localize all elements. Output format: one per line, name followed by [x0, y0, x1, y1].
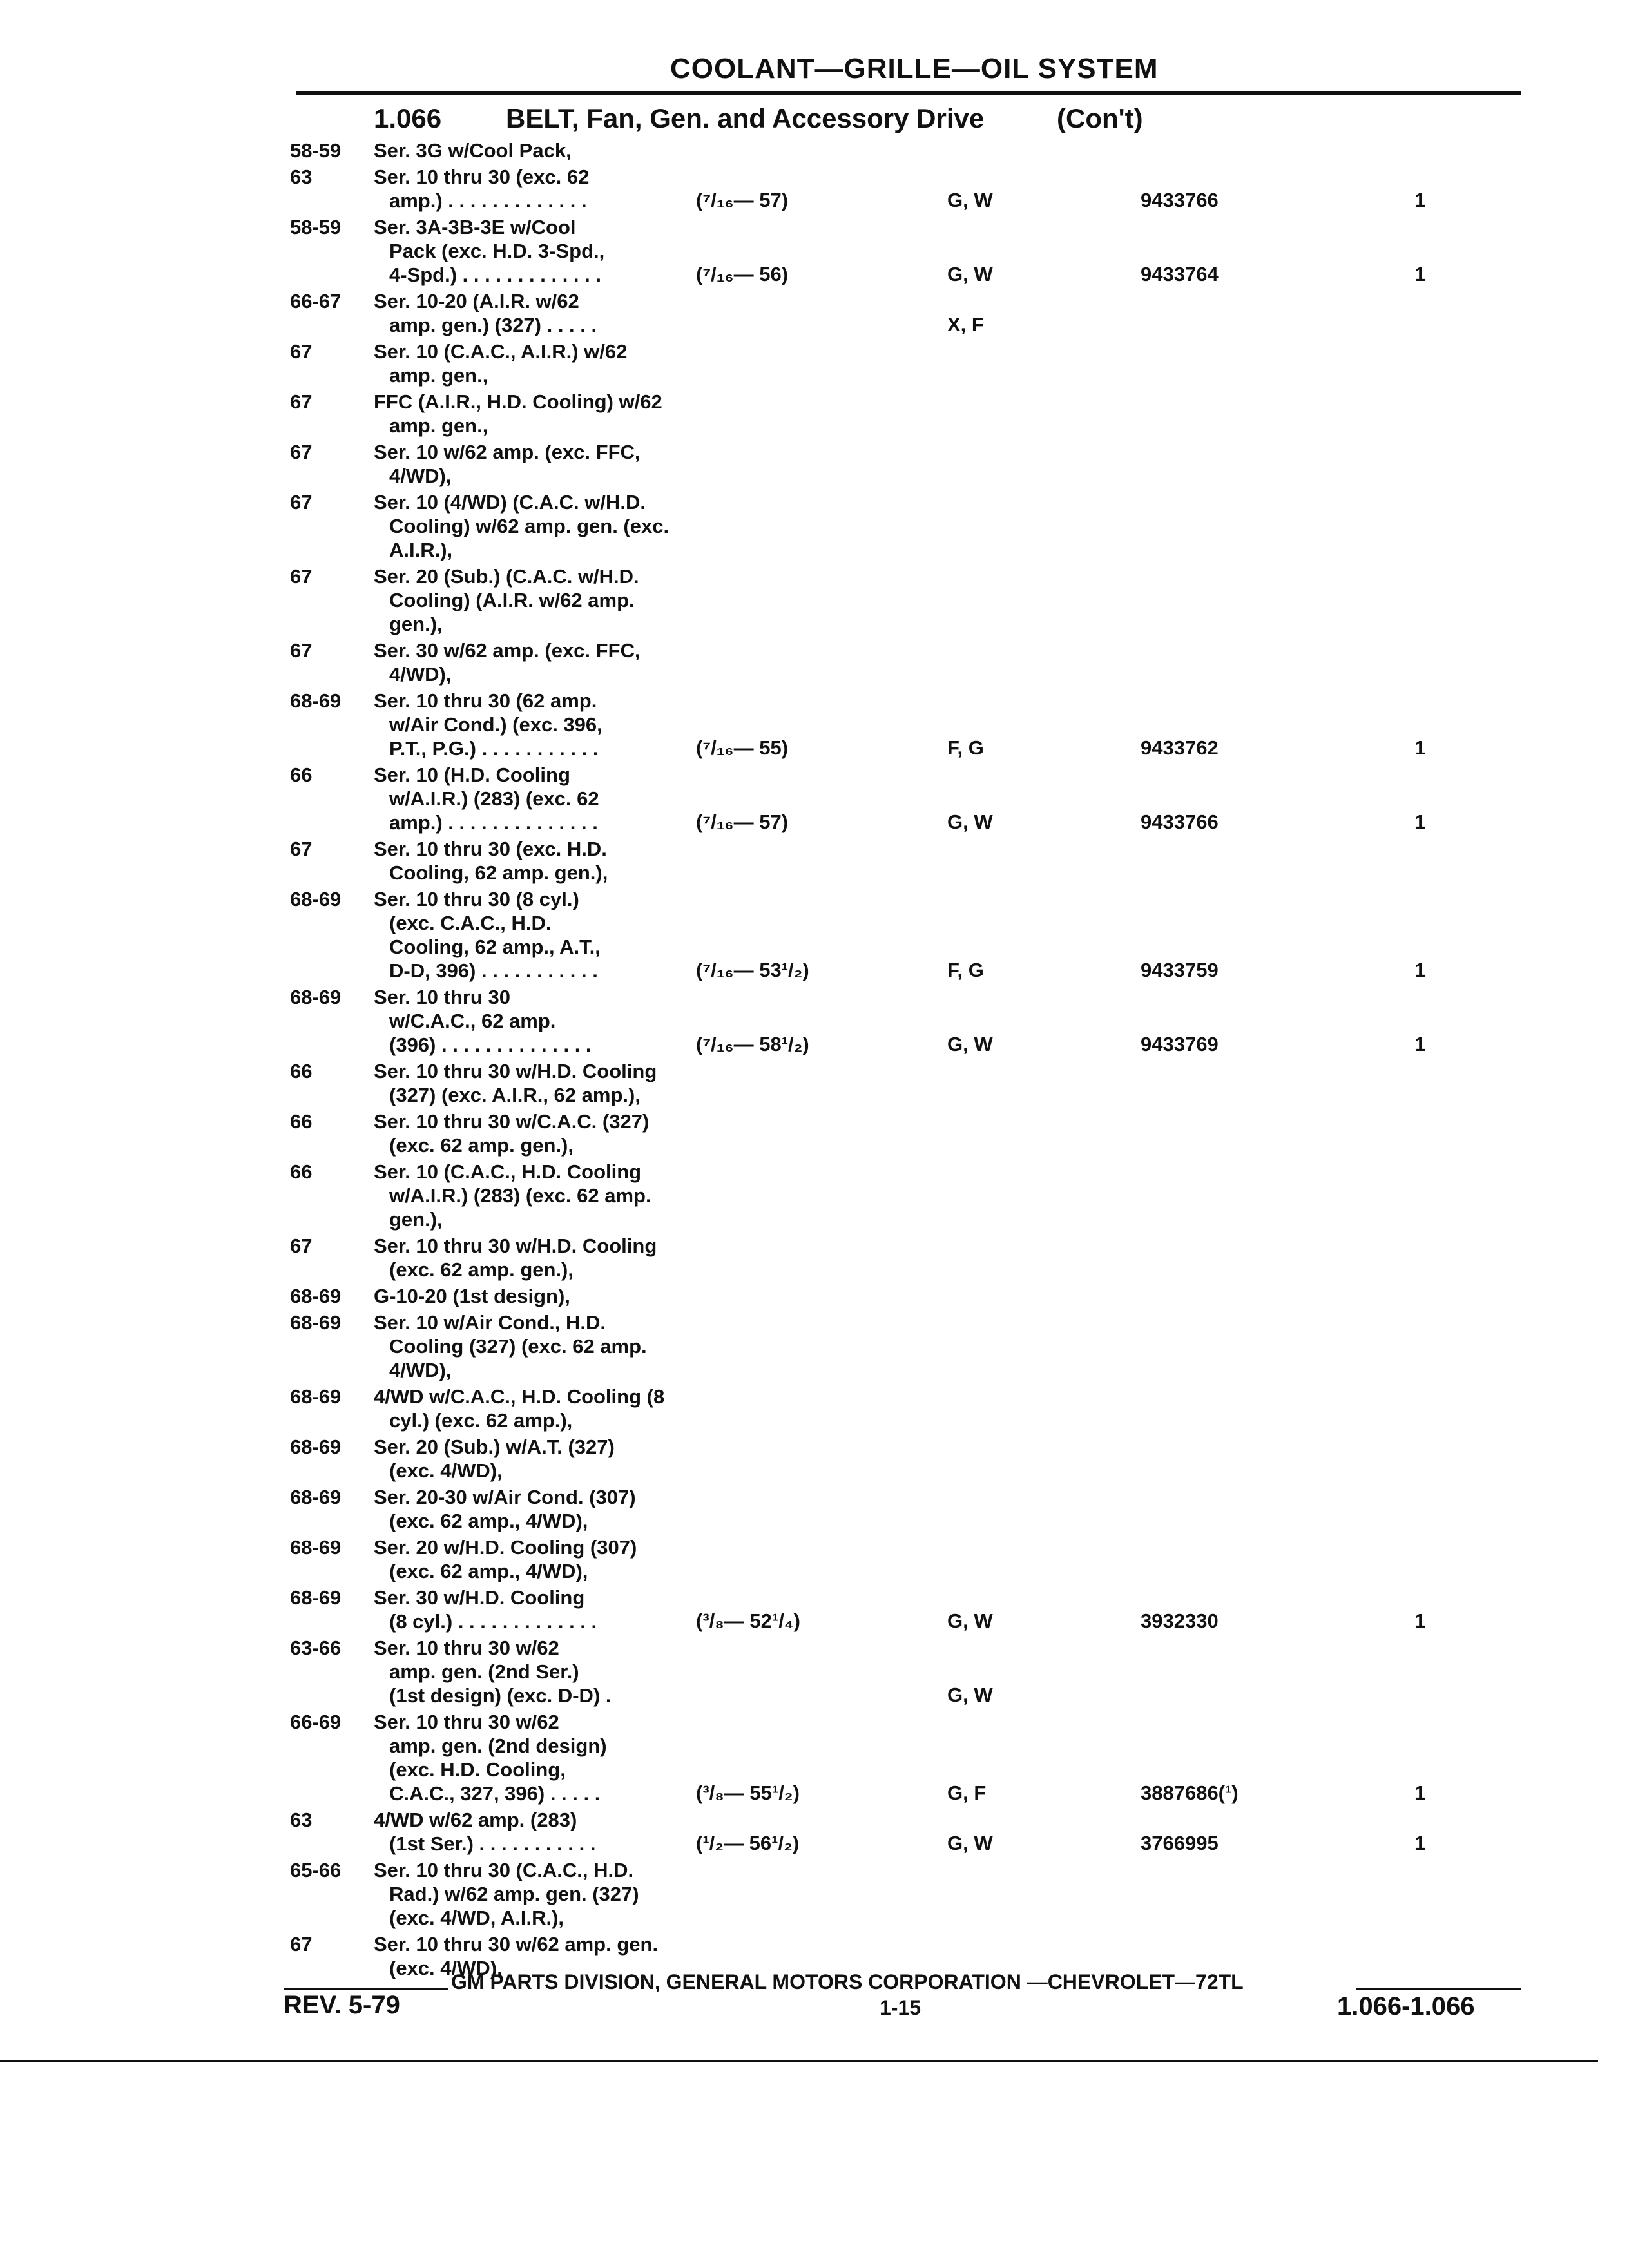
- parts-entry: [290, 837, 741, 885]
- entry-year: 68-69: [290, 1586, 342, 1609]
- entry-description: [374, 1385, 741, 1432]
- description-line: P.T., P.G.) . . . . . . . . . . .: [389, 737, 599, 760]
- description-line: G-10-20 (1st design),: [374, 1285, 570, 1307]
- parts-entry: [290, 1234, 741, 1282]
- entry-description: [374, 1808, 741, 1856]
- entry-description: [374, 639, 741, 686]
- parts-entry: [290, 1311, 741, 1382]
- entry-description: [374, 440, 741, 488]
- entry-year: 67: [290, 1235, 313, 1257]
- entry-description: [374, 1110, 741, 1157]
- parts-entry: [290, 564, 741, 636]
- entry-year: 68-69: [290, 1536, 342, 1559]
- entry-year: 67: [290, 639, 313, 662]
- description-line: Ser. 20-30 w/Air Cond. (307): [374, 1486, 636, 1508]
- description-line: 4/WD w/C.A.C., H.D. Cooling (8: [374, 1385, 665, 1408]
- description-line: C.A.C., 327, 396) . . . . .: [389, 1782, 601, 1805]
- parts-entry: [290, 1858, 741, 1930]
- section-continued: (Con't): [1057, 103, 1143, 133]
- entry-description: [374, 1858, 741, 1930]
- description-line: 4-Spd.) . . . . . . . . . . . . .: [389, 264, 601, 286]
- part-number: 9433766: [1141, 811, 1219, 833]
- parts-entry: [290, 490, 741, 562]
- description-line: Ser. 10 thru 30 w/H.D. Cooling: [374, 1235, 657, 1257]
- entry-year: 67: [290, 1933, 313, 1956]
- entry-description: [374, 165, 741, 213]
- description-line: Ser. 10 (C.A.C., A.I.R.) w/62: [374, 340, 628, 363]
- description-line: Ser. 10 thru 30 w/H.D. Cooling: [374, 1060, 657, 1082]
- part-number: 9433762: [1141, 736, 1219, 759]
- type-code: F, G: [947, 736, 984, 759]
- parts-entry: [290, 1586, 741, 1633]
- description-line: Ser. 10 thru 30 (C.A.C., H.D.: [374, 1859, 634, 1881]
- entry-year: 67: [290, 390, 313, 413]
- type-code: G, W: [947, 1610, 993, 1632]
- entry-description: [374, 837, 741, 885]
- belt-length: (³/₈— 55¹/₂): [696, 1782, 800, 1804]
- description-line: (396) . . . . . . . . . . . . . .: [389, 1033, 592, 1056]
- footer-revision: REV. 5-79: [284, 1991, 400, 2019]
- entry-year: 58-59: [290, 139, 342, 162]
- part-number: 3766995: [1141, 1832, 1219, 1854]
- description-line: Cooling) w/62 amp. gen. (exc.: [389, 515, 670, 537]
- entry-year: 66: [290, 1160, 313, 1183]
- part-number: 9433764: [1141, 263, 1219, 285]
- description-line: amp.) . . . . . . . . . . . . . .: [389, 811, 598, 834]
- description-line: Ser. 10 thru 30 (8 cyl.): [374, 888, 579, 910]
- type-code: G, W: [947, 263, 993, 285]
- entry-description: [374, 1284, 741, 1308]
- description-line: Ser. 10 thru 30 (62 amp.: [374, 689, 597, 712]
- type-code: G, F: [947, 1782, 987, 1804]
- entry-year: 68-69: [290, 888, 342, 910]
- description-line: (exc. 62 amp., 4/WD),: [389, 1560, 588, 1582]
- description-line: Cooling, 62 amp. gen.),: [389, 861, 608, 884]
- description-line: (exc. C.A.C., H.D.: [389, 912, 552, 934]
- description-line: Ser. 20 w/H.D. Cooling (307): [374, 1536, 637, 1559]
- parts-entry: [290, 1110, 741, 1157]
- entry-description: [374, 1435, 741, 1483]
- entry-year: 68-69: [290, 1385, 342, 1408]
- entry-description: [374, 1535, 741, 1583]
- parts-entry: [290, 689, 741, 760]
- footer-corporation: GM PARTS DIVISION, GENERAL MOTORS CORPORATION —CHEVROLET—72TL: [451, 1970, 1244, 1994]
- parts-entry: [290, 639, 741, 686]
- parts-entry: [290, 1485, 741, 1533]
- description-line: Ser. 20 (Sub.) (C.A.C. w/H.D.: [374, 565, 639, 588]
- entry-year: 68-69: [290, 1311, 342, 1334]
- type-code: G, W: [947, 1033, 993, 1055]
- description-line: amp. gen.,: [389, 364, 488, 387]
- type-code: G, W: [947, 1832, 993, 1854]
- quantity: 1: [1414, 189, 1426, 211]
- description-line: (exc. H.D. Cooling,: [389, 1758, 566, 1781]
- description-line: gen.),: [389, 1208, 443, 1231]
- parts-entry: [290, 390, 741, 437]
- quantity: 1: [1414, 1610, 1426, 1632]
- entry-year: 68-69: [290, 689, 342, 712]
- description-line: Cooling (327) (exc. 62 amp.: [389, 1335, 647, 1358]
- quantity: 1: [1414, 1782, 1426, 1804]
- description-line: amp. gen.) (327) . . . . .: [389, 314, 597, 336]
- part-number: 3932330: [1141, 1610, 1219, 1632]
- type-code: G, W: [947, 811, 993, 833]
- entry-description: [374, 1059, 741, 1107]
- belt-length: (⁷/₁₆— 53¹/₂): [696, 959, 809, 981]
- description-line: amp. gen. (2nd design): [389, 1735, 607, 1757]
- description-line: Ser. 10-20 (A.I.R. w/62: [374, 290, 579, 312]
- description-line: Ser. 20 (Sub.) w/A.T. (327): [374, 1436, 615, 1458]
- description-line: FFC (A.I.R., H.D. Cooling) w/62: [374, 390, 662, 413]
- entry-description: [374, 689, 741, 760]
- description-line: Ser. 10 (H.D. Cooling: [374, 764, 570, 786]
- footer-page-number: 1-15: [880, 1996, 921, 2019]
- belt-length: (⁷/₁₆— 57): [696, 811, 789, 833]
- belt-length: (¹/₂— 56¹/₂): [696, 1832, 800, 1854]
- description-line: A.I.R.),: [389, 539, 453, 561]
- description-line: (exc. 62 amp., 4/WD),: [389, 1510, 588, 1532]
- description-line: amp.) . . . . . . . . . . . . .: [389, 189, 587, 212]
- parts-entry: [290, 215, 741, 287]
- description-line: Cooling, 62 amp., A.T.,: [389, 936, 601, 958]
- section-title: BELT, Fan, Gen. and Accessory Drive: [506, 103, 985, 133]
- parts-entry: [290, 1059, 741, 1107]
- description-line: Ser. 10 (C.A.C., H.D. Cooling: [374, 1160, 642, 1183]
- quantity: 1: [1414, 263, 1426, 285]
- entry-year: 68-69: [290, 1436, 342, 1458]
- entry-year: 67: [290, 491, 313, 514]
- part-number: 9433769: [1141, 1033, 1219, 1055]
- entry-year: 63-66: [290, 1637, 342, 1659]
- quantity: 1: [1414, 811, 1426, 833]
- description-line: cyl.) (exc. 62 amp.),: [389, 1409, 573, 1432]
- parts-entry: [290, 139, 741, 162]
- description-line: (327) (exc. A.I.R., 62 amp.),: [389, 1084, 641, 1106]
- parts-entry: [290, 1535, 741, 1583]
- type-code: G, W: [947, 189, 993, 211]
- description-line: Ser. 30 w/62 amp. (exc. FFC,: [374, 639, 641, 662]
- description-line: Ser. 30 w/H.D. Cooling: [374, 1586, 585, 1609]
- entry-year: 58-59: [290, 216, 342, 238]
- description-line: Ser. 10 thru 30 w/62 amp. gen.: [374, 1933, 659, 1956]
- footer-section-range: 1.066-1.066: [1337, 1992, 1475, 2021]
- parts-entry: [290, 1808, 741, 1856]
- description-line: 4/WD w/62 amp. (283): [374, 1809, 577, 1831]
- entry-description: [374, 887, 741, 983]
- description-line: Ser. 10 w/Air Cond., H.D.: [374, 1311, 606, 1334]
- belt-length: (³/₈— 52¹/₄): [696, 1610, 800, 1632]
- entry-description: [374, 289, 741, 337]
- type-code: F, G: [947, 959, 984, 981]
- page-header-title: COOLANT—GRILLE—OIL SYSTEM: [670, 53, 1159, 84]
- belt-length: (⁷/₁₆— 58¹/₂): [696, 1033, 809, 1055]
- description-line: w/Air Cond.) (exc. 396,: [389, 713, 602, 736]
- description-line: w/A.I.R.) (283) (exc. 62: [389, 787, 599, 810]
- parts-entry: [290, 887, 741, 983]
- belt-length: (⁷/₁₆— 55): [696, 736, 789, 759]
- entry-year: 66: [290, 1110, 313, 1133]
- description-line: Ser. 10 w/62 amp. (exc. FFC,: [374, 441, 641, 463]
- entry-year: 68-69: [290, 1285, 342, 1307]
- description-line: Ser. 10 thru 30 w/C.A.C. (327): [374, 1110, 650, 1133]
- description-line: Pack (exc. H.D. 3-Spd.,: [389, 240, 605, 262]
- description-line: amp. gen.,: [389, 414, 488, 437]
- entry-year: 66: [290, 764, 313, 786]
- footer-dash-left: [284, 1988, 448, 1990]
- entry-year: 68-69: [290, 986, 342, 1008]
- description-line: 4/WD),: [389, 1359, 452, 1381]
- entry-year: 67: [290, 340, 313, 363]
- parts-entry: [290, 289, 741, 337]
- description-line: 4/WD),: [389, 465, 452, 487]
- description-line: Ser. 10 thru 30 w/62: [374, 1711, 559, 1733]
- description-line: Ser. 10 thru 30 (exc. 62: [374, 166, 590, 188]
- section-number: 1.066: [374, 103, 442, 133]
- entry-description: [374, 1160, 741, 1231]
- description-line: Ser. 3G w/Cool Pack,: [374, 139, 572, 162]
- description-line: Rad.) w/62 amp. gen. (327): [389, 1883, 639, 1905]
- entry-description: [374, 139, 741, 162]
- quantity: 1: [1414, 1832, 1426, 1854]
- description-line: (exc. 4/WD),: [389, 1957, 503, 1979]
- parts-entry: [290, 1636, 741, 1707]
- description-line: Ser. 10 thru 30 (exc. H.D.: [374, 838, 607, 860]
- belt-length: (⁷/₁₆— 57): [696, 189, 789, 211]
- entry-year: 67: [290, 838, 313, 860]
- parts-entry: [290, 1435, 741, 1483]
- description-line: 4/WD),: [389, 663, 452, 686]
- part-number: 3887686(¹): [1141, 1782, 1239, 1804]
- entry-year: 68-69: [290, 1486, 342, 1508]
- parts-entry: [290, 1385, 741, 1432]
- entry-year: 66-67: [290, 290, 342, 312]
- description-line: w/C.A.C., 62 amp.: [389, 1010, 556, 1032]
- description-line: amp. gen. (2nd Ser.): [389, 1660, 579, 1683]
- description-line: (1st design) (exc. D-D) .: [389, 1684, 612, 1707]
- header-rule: [296, 91, 1521, 95]
- footer-rule: [0, 2060, 1598, 2062]
- description-line: Ser. 10 (4/WD) (C.A.C. w/H.D.: [374, 491, 646, 514]
- description-line: Ser. 10 thru 30 w/62: [374, 1637, 559, 1659]
- entry-description: [374, 215, 741, 287]
- parts-entry: [290, 763, 741, 834]
- quantity: 1: [1414, 959, 1426, 981]
- description-line: (8 cyl.) . . . . . . . . . . . . .: [389, 1610, 597, 1633]
- entry-description: [374, 1710, 741, 1805]
- entry-description: [374, 1485, 741, 1533]
- type-code: X, F: [947, 313, 984, 336]
- description-line: Ser. 10 thru 30: [374, 986, 510, 1008]
- parts-entry: [290, 985, 741, 1057]
- description-line: (1st Ser.) . . . . . . . . . . .: [389, 1832, 596, 1855]
- entry-description: [374, 564, 741, 636]
- entry-description: [374, 490, 741, 562]
- entry-year: 66-69: [290, 1711, 342, 1733]
- part-number: 9433759: [1141, 959, 1219, 981]
- description-line: w/A.I.R.) (283) (exc. 62 amp.: [389, 1184, 651, 1207]
- entry-description: [374, 985, 741, 1057]
- footer-dash-right: [1356, 1988, 1521, 1990]
- description-line: (exc. 4/WD),: [389, 1459, 503, 1482]
- description-line: Cooling) (A.I.R. w/62 amp.: [389, 589, 635, 611]
- entry-year: 66: [290, 1060, 313, 1082]
- description-line: D-D, 396) . . . . . . . . . . .: [389, 959, 598, 982]
- description-line: (exc. 62 amp. gen.),: [389, 1258, 574, 1281]
- quantity: 1: [1414, 1033, 1426, 1055]
- entry-year: 63: [290, 166, 313, 188]
- entry-description: [374, 390, 741, 437]
- type-code: G, W: [947, 1684, 993, 1706]
- parts-entry: [290, 1160, 741, 1231]
- entry-year: 63: [290, 1809, 313, 1831]
- part-number: 9433766: [1141, 189, 1219, 211]
- quantity: 1: [1414, 736, 1426, 759]
- entry-year: 65-66: [290, 1859, 342, 1881]
- belt-length: (⁷/₁₆— 56): [696, 263, 789, 285]
- description-line: (exc. 62 amp. gen.),: [389, 1134, 574, 1157]
- description-line: gen.),: [389, 613, 443, 635]
- parts-entry: [290, 440, 741, 488]
- entry-description: [374, 1311, 741, 1382]
- description-line: Ser. 3A-3B-3E w/Cool: [374, 216, 576, 238]
- entry-year: 67: [290, 441, 313, 463]
- entry-description: [374, 763, 741, 834]
- entry-description: [374, 1586, 741, 1633]
- entry-year: 67: [290, 565, 313, 588]
- entry-description: [374, 1234, 741, 1282]
- parts-entry: [290, 340, 741, 387]
- parts-entry: [290, 1284, 741, 1308]
- entry-description: [374, 340, 741, 387]
- parts-entry: [290, 165, 741, 213]
- entry-description: [374, 1636, 741, 1707]
- description-line: (exc. 4/WD, A.I.R.),: [389, 1907, 564, 1929]
- parts-entry: [290, 1710, 741, 1805]
